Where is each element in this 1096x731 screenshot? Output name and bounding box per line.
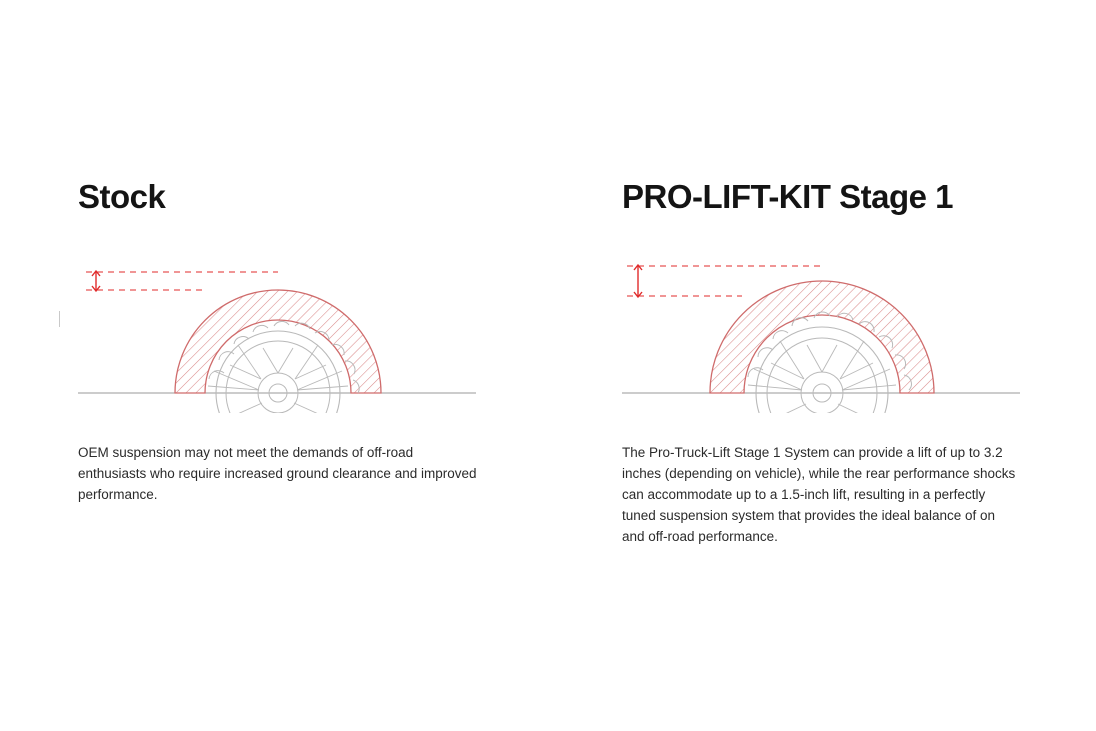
clearance-measure-arrow [634,265,642,297]
panel-title-pro-lift-kit: PRO-LIFT-KIT Stage 1 [622,178,954,215]
wheel-rim-spokes [748,327,896,413]
panel-stock [78,180,548,519]
caption-stock: OEM suspension may not meet the demands of off-road enthusiasts who require increased ground clearance and improved performance. [78,445,477,502]
caption-pro-lift-kit: The Pro-Truck-Lift Stage 1 System can provide a lift of up to 3.2 inches (depending on vehicle), while the rear performance shocks can accommodate up to a 1.5-inch lift, resulting in a perfectly tuned suspension system that provides the ideal balance of on and off-road performance. [622,445,1016,544]
tire-arc-hatched [710,281,934,393]
panel-pro-lift-kit [622,180,1092,561]
panel-title-stock: Stock [78,178,166,215]
stray-tick-mark [59,311,60,327]
fender-clearance-dashed-lines [86,272,278,290]
diagram-pro-lift-kit [622,253,1022,413]
clearance-measure-arrow [92,271,100,291]
wheel-rim-spokes [208,331,348,413]
diagram-stock [78,253,478,413]
